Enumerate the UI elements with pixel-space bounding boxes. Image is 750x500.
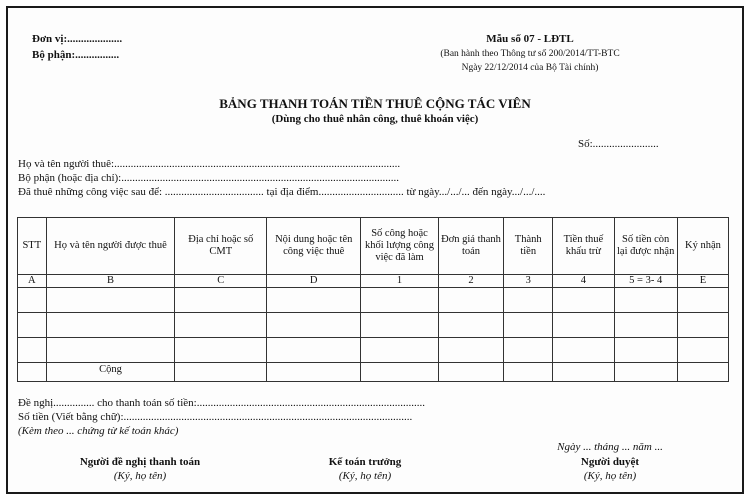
code-cell: D: [267, 275, 361, 288]
document-title: BẢNG THANH TOÁN TIỀN THUÊ CỘNG TÁC VIÊN: [219, 96, 531, 111]
col-amount: Thành tiền: [504, 218, 553, 275]
col-name: Họ và tên người được thuê: [46, 218, 175, 275]
code-cell: 5 = 3- 4: [614, 275, 677, 288]
col-tax: Tiền thuế khấu trừ: [553, 218, 614, 275]
col-stt: STT: [18, 218, 47, 275]
col-remaining: Số tiền còn lại được nhận: [614, 218, 677, 275]
department-line: Bộ phận (hoặc địa chỉ):.....................................................................................................: [18, 172, 399, 184]
hired-work-line: Đã thuê những công việc sau để: .................................... tại địa điểm............................... từ ngày.../.../... đến ngày.../.../....: [18, 186, 546, 198]
amount-words-line: Số tiền (Viết bằng chữ):.........................................................................................................: [18, 411, 413, 423]
document-subtitle: (Dùng cho thuê nhân công, thuê khoán việc): [271, 113, 479, 125]
col-job: Nội dung hoặc tên công việc thuê: [267, 218, 361, 275]
issued-date: Ngày 22/12/2014 của Bộ Tài chính): [461, 63, 599, 73]
total-row: [18, 363, 729, 382]
col-address: Địa chỉ hoặc số CMT: [175, 218, 267, 275]
issued-by: (Ban hành theo Thông tư số 200/2014/TT-BTC: [440, 49, 620, 59]
table-row: [18, 288, 729, 313]
code-cell: E: [677, 275, 728, 288]
table-row: [18, 338, 729, 363]
col-workload: Số công hoặc khối lượng công việc đã làm: [361, 218, 439, 275]
signature-accountant-note: (Ký, họ tên): [338, 470, 392, 482]
dept-label: Bộ phận:................: [32, 49, 120, 61]
renter-line: Họ và tên người thuê:........................................................................................................: [18, 158, 401, 170]
signature-requester-title: Người đề nghị thanh toán: [79, 456, 201, 468]
code-cell: A: [18, 275, 47, 288]
code-cell: 4: [553, 275, 614, 288]
attached-docs-line: (Kèm theo ... chứng từ kế toán khác): [18, 425, 179, 437]
proposal-line: Đề nghị............... cho thanh toán số tiền:...................................................................................: [18, 397, 425, 409]
code-cell: C: [175, 275, 267, 288]
document-number: Số:........................: [578, 138, 659, 150]
payment-table: [17, 217, 729, 382]
signature-requester-note: (Ký, họ tên): [113, 470, 167, 482]
date-line: Ngày ... tháng ... năm ...: [557, 441, 663, 453]
total-label: Cộng: [46, 363, 175, 382]
code-cell: 3: [504, 275, 553, 288]
col-unit-price: Đơn giá thanh toán: [438, 218, 503, 275]
code-cell: 2: [438, 275, 503, 288]
unit-label: Đơn vị:....................: [32, 33, 123, 45]
col-signature: Ký nhận: [677, 218, 728, 275]
code-cell: 1: [361, 275, 439, 288]
form-number: Mẫu số 07 - LĐTL: [486, 33, 574, 45]
code-cell: B: [46, 275, 175, 288]
table-row: [18, 313, 729, 338]
signature-approver-title: Người duyệt: [580, 456, 640, 468]
signature-accountant-title: Kế toán trưởng: [328, 456, 402, 468]
signature-approver-note: (Ký, họ tên): [583, 470, 637, 482]
